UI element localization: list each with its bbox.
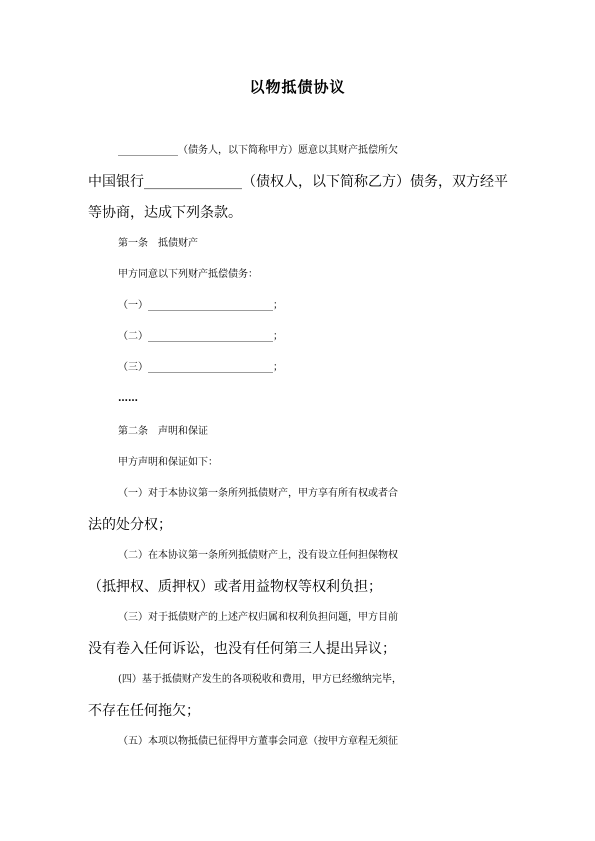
article-2-heading: 第二条 声明和保证 <box>118 426 208 437</box>
intro-line-1: ____________（债务人，以下简称甲方）愿意以其财产抵偿所欠 <box>118 145 398 156</box>
article-1-ellipsis: …… <box>118 393 138 404</box>
article-2-clause-4-line-1: (四）基于抵债财产发生的各项税收和费用，甲方已经缴纳完毕， <box>118 674 402 685</box>
article-2-lead: 甲方声明和保证如下： <box>118 457 218 468</box>
article-2-clause-2-line-2: （抵押权、质押权）或者用益物权等权利负担； <box>88 579 382 595</box>
intro-line-3: 等协商，达成下列条款。 <box>88 205 242 221</box>
article-2-clause-2-line-1: （二）在本协议第一条所列抵债财产上，没有设立任何担保物权 <box>118 550 398 561</box>
article-2-clause-4-line-2: 不存在任何拖欠； <box>88 703 200 719</box>
article-1-item-3: （三）_________________________； <box>118 362 283 373</box>
article-2-clause-1-line-2: 法的处分权； <box>88 517 172 533</box>
article-1-item-2: （二）_________________________； <box>118 331 283 342</box>
article-1-lead: 甲方同意以下列财产抵偿债务： <box>118 269 258 280</box>
article-1-item-1: （一）_________________________； <box>118 300 283 311</box>
article-2-clause-1-line-1: （一）对于本协议第一条所列抵债财产，甲方享有所有权或者合 <box>118 488 398 499</box>
article-2-clause-5-line-1: （五）本项以物抵债已征得甲方董事会同意（按甲方章程无须征 <box>118 736 398 747</box>
article-1-heading: 第一条 抵债财产 <box>118 238 198 249</box>
article-2-clause-3-line-1: （三）对于抵债财产的上述产权归属和权利负担问题，甲方目前 <box>118 612 398 623</box>
document-title: 以物抵债协议 <box>249 78 346 96</box>
article-2-clause-3-line-2: 没有卷入任何诉讼，也没有任何第三人提出异议； <box>88 641 396 657</box>
intro-line-2: 中国银行______________（债权人，以下简称乙方）债务，双方经平 <box>88 174 508 190</box>
